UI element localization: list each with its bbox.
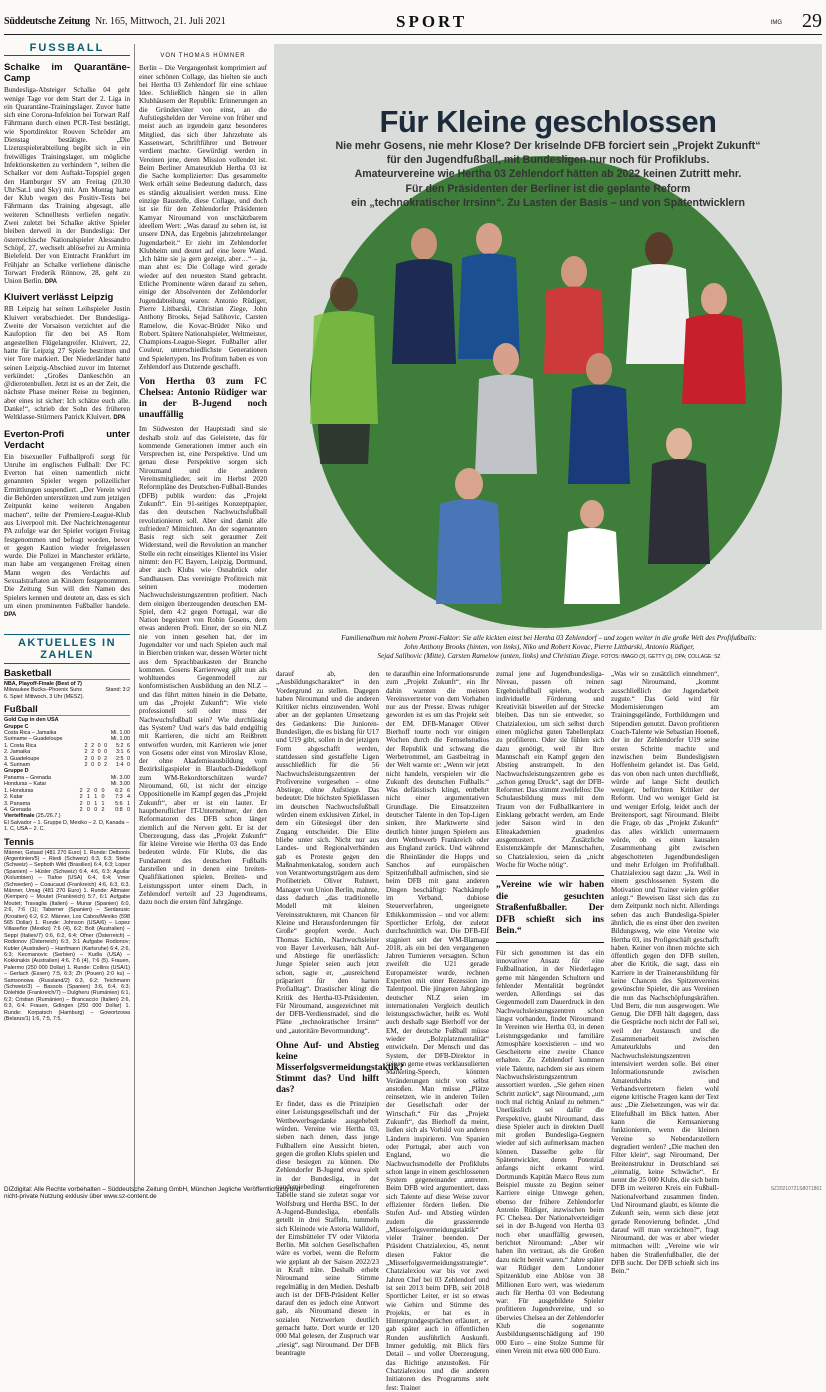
article-column-1 bbox=[139, 52, 267, 1190]
section-title: SPORT bbox=[396, 12, 468, 31]
table-row: 1. Costa Rica 2 2 0 0 5:2 6 bbox=[4, 742, 130, 749]
byline: VON THOMAS HÜMNER bbox=[160, 53, 246, 59]
table-row: 2. Katar 2 1 1 0 7:3 4 bbox=[4, 794, 130, 801]
hero-collage bbox=[274, 44, 822, 630]
group-label: Gruppe D bbox=[4, 768, 29, 775]
group-c-table bbox=[4, 743, 130, 769]
group-d-table bbox=[4, 788, 130, 814]
table-row: Honduras – Katar Mi. 3.00 bbox=[4, 781, 130, 788]
pull-quote: „Vereine wie wir haben die gesuchten Straßenfußballer. Der DFB schießt sich ins Bein.“ bbox=[496, 875, 604, 943]
table-row: Panama – Grenada Mi. 3.00 bbox=[4, 774, 130, 781]
competition-label: NBA, Playoff-Finale (Best of 7) bbox=[4, 681, 82, 687]
quarterfinal-info: Viertelfinale (25./26.7.) El Salvador – 1. Gruppe D, Mexiko – 2. D, Kanada – 1. C, USA – 2. C. bbox=[4, 813, 129, 833]
sport-heading: Fußball bbox=[4, 704, 130, 716]
brief-title: Everton-Profi unter Verdacht bbox=[4, 428, 130, 451]
table-row: Costa Rica – Jamaika Mi. 1.00 bbox=[4, 730, 130, 737]
tennis-results: Männer, Gstaad (481 270 Euro) 1. Runde: Delbonis (Argentinien/5) – Riedi (Schweiz) 6:3, 6:3; Stebe (Schweiz) – Sepboth Wild (Brasilien) 6:4, 6:3; Lopez (Spanien) – Hüsler (Schweiz) 6:4, 4:6, 6:3; Aguilar (Kolumbien) – Tiafoe (USA) 6:4, 6:4; Vmer (Schweden) – Coaucaud (Frankreich) 4:6, 6:3, 6:3. Männer, Umag (481 270 Euro) 1. Runde: Altmaier (Kempen) – Moutet (Frankreich) 5:7, 6:1 Aufgabe Moutet; Travaglia (Italien) – Munar (Spanien) 6:0, 2:6, 7:6 (1); Taberner (Spanien) – Serdarusic (Kroatien) 6:2, 6:2. Männer, Los Cabos/Mexiko (598 565 Dollar) 1. Runde: Johnson (USA/6) – Lopez Villaseñor (Mexiko) 7:6 (4), 6:2; Bolt (Australien) – Seppi (Italien/7) 0:6, 6:2, 6:4; Ofner (Österreich) – Rodionov (Österreich) 6:3, 3:1 Aufgabe Rodionov; Kubler (Australien) – Hanfmann (Karlsruhe) 6:4, 2:6, 6:3; Kecmanovic (Serbien) – Kudla (USA) – Kokkinakis (Australien) 4:6, 7:6 (4), 7:6 (5). Frauen, Palermo (250 000 Dollar) 1. Runde: Collins (USA/1) – Gerlach (Essen) 7:5, 6:3; Zh (Pouen) 2:0 ku) – Samsonowa (Russland/2) 6:3, 6:2; Teichmann (Schweiz/3) – Bassols (Spanien) 3:6, 6:4, 6:3; Dolehide (Frankreich/7) – Dulgheru (Rumänien) 6:1, 6:2; Cristian (Rumänien) – Brancaccio (Italien) 2:6, 6:3, 6:4. Frauen, Gdingen (250 000 Dollar) 1. Runde: Korpatsch (Hamburg) – Gowortzowa (Belarus/1) 1:6, 7:5, 7:5. bbox=[4, 849, 130, 1023]
footer-rights: DIZdigital: Alle Rechte vorbehalten – Süddeutsche Zeitung GmbH, München Jegliche Veröffentlichung und nicht-private Nutzung exklusiv über www.sz-content.de bbox=[4, 1186, 301, 1200]
next-game: 6. Spiel: Mittwoch, 3 Uhr (MESZ). bbox=[4, 693, 84, 700]
paper-name: Süddeutsche Zeitung Nr. 165, Mittwoch, 21. Juli 2021 bbox=[4, 16, 226, 27]
deck: Nie mehr Gosens, nie mehr Klose? Der kriselnde DFB forciert sein „Projekt Zukunft“ für den Jugendfußball, mit Bundesligen nur noch für Profiklubs. Amateurvereine wie Hertha 03 Zehlendorf hätten ab 2022 keinen Zutritt mehr. Für den Präsidenten der Berliner ist die geplante Reform ein „technokratischer Irrsinn“. Zu Lasten der Basis – und von Spätentwicklern bbox=[335, 140, 761, 209]
fussball-kicker: FUSSBALL bbox=[4, 44, 130, 56]
brief-title: Schalke im Quarantäne-Camp bbox=[4, 62, 130, 85]
table-row: 3. Guadeloupe 2 0 0 2 2:5 0 bbox=[4, 755, 130, 762]
brief-body: Bundesliga-Absteiger Schalke 04 geht wenige Tage vor dem Start der 2. Liga in ein Quarantäne-Trainingslager. Zuvor hatte sich eine Corona-Infektion bei Torwart Ralf Fährmann durch einen PCR-Test bestätigt, wie Sportdirektor Rouven Schröder am Dienstag bestätigte. „Die Lizenzspielerabteilung begibt sich in ein freiwilliges Trainingslager, um mögliche Infektionsketten zu verhindern “, teilten die Schalker vor dem Auftakt-Topspiel gegen den Hamburger SV am Freitag (20.30 Uhr/Sat.1 und Sky) mit. Am Montag hatte der Klub wegen des Positiv-Tests bei Fährmann das Training abgesagt, alle weiteren Schnelltests verliefen negativ. Zwei zuletzt bei Schalke aktive Spieler bleiben derweil in der Bundesliga: Der österreichische Nationalspieler Alessandro Schöpf, 27, wechselt ablösefrei zu Arminia Bielefeld. Der von Eintracht Frankfurt im Frühjahr an Schalke verliehene dänische Torwart Frederik Rönnow, 28, geht zu Union Berlin. DPA bbox=[4, 86, 130, 286]
group-d-results bbox=[4, 775, 130, 788]
table-row: 1. Honduras 2 2 0 0 6:2 6 bbox=[4, 787, 130, 794]
article-text: „Was wir so zusätzlich einnehmen“, sagt Niroumand, „kommt ausschließlich der Jugendarbeit zugute.“ Das Geld wird für Modernisierungen am Trainingsgelände, Fortbildungen und Stipendien genutzt. Davon profitieren Coach-Talente wie Sebastian Hoeneß, der in der Zehlendorfer U19 seine ersten Schritte machte und inzwischen beim Bundesligisten Hoffenheim gelandet ist. Das Geld, das von oben nach unten durchfließt, würde auf lange Sicht deutlich weniger, befürchten Kritiker der Reform. Und wo weniger Geld ist und weniger Erfolg, leidet auch der Breitensport, sagt Niroumand. Bleibt die Frage, ob das „Projekt Zukunft“ das alles wirklich untermauern würde, ob es einen kausalen Zusammenhang gibt zwischen abgeschotteten Jugendbundesligen und mehr Erfolgen im Profifußball. Chatzialexiou sagt dazu: „Ja. Weil in einem geschlossenen System die Motivation und Trainer vielen größer anlegt.“ Beweisen lässt sich das zu dem Zeitpunkt noch nicht. Allerdings sehen das auch Bundesliga-Spieler ähnlich, die es einst über den zweiten Bildungsweg, wie eine Vereine wie Hertha 03, ins Profigeschäft geschafft haben. Keiner von ihnen möchte sich öffentlich gegen den DFB stellen, aber die Kritik, die sagt, dass ein Karriere in der Trainerausbildung für keine Chancen des Spitzenvereins gewünschte Spieler, die aus Vereinen die nun das Nachschöpfungskräften. Und Bern, die nun ausgewogen. Wie Genug. Die DFB hält dagegen, dass die Gespräche noch nicht der Fall sei, weil der Austausch und die Zusammenarbeit zwischen Amateurklubs und den Nachwuchsleistungszentren intensiviert werden solle. Bei einer Informationsrunde zwischen Amateurklubs und Verbandsvertretern fielen wohl eigene kritische Fragen kann der Text aus: „Die Zielsetzungen, was wir da: Elitefußball im Blick hatten. Aber kann die Kernsanierung funktionieren, wenn die kleinen Vereine so Nebendarstellern degradiert werden? „Die machen den Filter klein“, sagt Niroumand, Der Breitenstruktur in Deutschland sei „einmalig, keine Schwäche“. Er nennt die 25 000 Klubs, die sich beim DFB im weiteren Kreis ein Fußball-Nationalverband zusammen finden. Und Niroumand glaubt, es könnte die Zukunft sein, wenn sich diese jetzt gerade Renovierung befindet. „Und darauf will man verzichten?“, fragt Niroumand, der was er aber wieder mitmachen will: „Vereine wie wir haben die Straßenfußballer, die der DFB sucht. Der DFB schießt sich ins Bein.“ bbox=[611, 670, 719, 1276]
results-kicker: AKTUELLES IN ZAHLEN bbox=[4, 634, 130, 664]
section-tag: IMG bbox=[770, 20, 782, 26]
subheading: Ohne Auf- und Abstieg keine Misserfolgsvermeidungstaktik? Stimmt das? Und hilft das? bbox=[276, 1041, 404, 1096]
group-c-results bbox=[4, 730, 130, 743]
subheading: Von Hertha 03 zum FC Chelsea: Antonio Rüdiger war in der B-Jugend noch unauffällig bbox=[139, 377, 267, 421]
page-number: 29 bbox=[802, 10, 822, 32]
article-text: Für sich genommen ist das ein innovativer Ansatz für eine Fußballnation, in der Niederlagen gerne mit hängenden Schultern und fehlender Mentalität begründet werden. Allerdings sei das Gegenmodell zum Dauerdruck in den Nachwuchsleistungszentren schon längst vorhanden, findet Niroumand: In Vereinen wie Hertha 03, in denen Leistungsgedanke und familiäre Atmosphäre koexistieren – und wo Gescheiterte eine zweite Chance erhalten. Zu Zehlendorf kommen viele Talente, nachdem sie aus einem Nachwuchsleistungszentrum aussortiert wurden. „Sie gehen einen Schritt zurück“, sagt Niroumand, „um noch mal richtig Anlauf zu nehmen.“ Unerlässlich sei dafür die Perspektive, glaubt Niroumand, dass diese Spieler auch in direkten Duell mit großen Bundesliga-Gegnern wieder auf sich aufmerksam machen können. Dasselbe gelte für Spätentwickler, deren Potenzial anfangs nicht erkannt wird. Dortmunds Kapitän Marco Reus zum Beispiel musste zu Beginn seiner Karriere einige Umwege gehen, ebenso der frühere Zehlendorfer Antonio Rüdiger, inzwischen beim FC Chelsea. Der Nationalverteidiger sei in der B-Jugend von Hertha 03 noch eher unauffällig gewesen, berichtet Niroumand: „Aber wir haben ihn vertraut, als die Großen dazu nicht bereit waren.“ Jahre später war Rüdiger dem Londoner Spitzenklub eine Ablöse von 38 Millionen Euro wert, was wiederum auch für Hertha 03 von Bedeutung war: Für ausgebildete Spieler profitieren Jugendvereine, und so überwies Chelsea an der Zehlendorfer Klub die sogenannte Ausbildungsentschädigung auf 190 000 Euro – eine Stolze Summe für einen Verein mit etwa 600 000 Euro. bbox=[496, 948, 604, 1355]
article-text: Im Südwesten der Hauptstadt sind sie deshalb stolz auf das Geleistete, das für kommende Generationen immer auch ein Versprechen ist, eine Perspektive. Und um genau diese Perspektive sorgen sich Niroumand und die anderen Vereinsmitglieder, seit im Herbst 2020 Reformpläne des Deutschen-Fußball-Bundes (DFB) publik wurden: das „Projekt Zukunft“. Ein 91-seitiges Konzeptpapier, das den deutschen Nachwuchsfußball revolutionieren soll. Aber sind damit alle zufrieden? Mitnichten. An der sogenannten Basis regt sich seit geraumer Zeit Widerstand, weil die Revolution an mancher Stelle ein recht einseitiges Klientel ins Visier nimmt: den FC Bayern, Leipzig, Dortmund, aber auch Klubs wie Osnabrück oder Sandhausen. Das vereinigte Profitreich mit seinen modernen Nachwuchsleistungszentren profitiert. Nach dem einigen überzeugenden deutschen EM-Spiel, dem 4:2 gegen Portugal, war die Nation begeistert von Robin Gosens, dem etwas anderen Profi. Einer, der so ein NLZ nie von innen gesehen hat, der im Jugendalter vor und nach Spielen auch mal in Bierchen trinken war, dessen Wörter nicht aus dem Sprachbaukasten der Branche kommen. Gosens Karriereweg gilt nun als wohltuendes Gegenmodell zur konformistischen Ausbildung an den NLZ – und das führt mitten hinein in die Debatte, um das „Projekt Zukunft“: Wie viele professionell soll oder muss der Nachwuchsfußball sein? Wie durchlässig das System? Und war's das bald endgültig mit Karrieren, die nicht am Reißbrett entworfen wurden, mit Karrieren wie jener von Gosens oder einst von Miroslav Klose, der ohne Akademieausbildung vom Bezirksligaspieler in Blaubach-Diedelkopf zum WM-Rekordtorschützen wurde? Niroumand, 60, ist nicht der einzige Oppositionelle im Kampf gegen das „Projekt Zukunft“, aber er ist ein lauter. Er hauptberuflicher IT-Unternehmer, der den Reformatoren des DFB schon länger ziemlich auf die Nerven geht. Er ist der Überzeugung, dass das „Projekt Zukunft“ für kleine Vereine wie Hertha 03 das Ende bedeuten würde. Für Klubs, die das Fundament des deutschen Fußballs darstellen und in denen eine breiten-Qualifikationen spielen. Breiten- und Leistungssport unter einem Dach, in Zehlendorf verteilt auf 23 Jugendteams, dazu noch die ersten fünf Jahrgänge. bbox=[139, 425, 267, 907]
brief-body: Ein bisexueller Fußballprofi sorgt für Unruhe im englischen Fußball: Der FC Everton hat einen namentlich nicht genannten Spieler wegen polizeilicher Ermittlungen suspendiert. „Der Verein wird die Behörden unterstützen und zum jetzigen Zeitpunkt keine weiteren Angaben machen“, teilte der Premiere-League-Klub aus Liverpool mit. Der Nachrichtenagentur PA zufolge war der Spieler vorigen Freitag festgenommen und befragt worden, bevor er gegen Kaution wieder freigelassen wurde. Die Polizei in Manchester erklärte, man habe am vergangenen Freitag einen Mann wegen des Verdachts auf Sexualstraftaten an Kindern festgenommen. Die Zeitung Sun will den Namen des Spielers kennen und deutete an, dass es sich um einen prominenten Fußballer handele. DPA bbox=[4, 452, 130, 619]
article-column-2 bbox=[276, 670, 404, 1357]
basketball-table: Milwaukee Bucks–Phoenix Suns Stand: 3:2 bbox=[4, 687, 130, 694]
article-text: zumal jene auf Jugendbundesliga-Niveau, passen oft reinen Ergebnisfußball spielen, wodurch individuelle Förderung und Kreativität bisweilen auf der Strecke bleiben. Das tun sie entweder, so Chatzialexiou, um sich selbst durch einen möglichst guten Tabellenplatz zu profilieren. Oder sie fühlen sich dazu genötigt, weil ihr Ihre Mannschaft ein Kampf gegen den Abstieg anstrampelt. In den Nachwuchsleistungszentren gebe es „schon genug Druck“, sagt der DFB-Reformer. Das stimmt zweifellos: Die Schulausbildung muss mit dem Traum von der Fußballkarriere in Einklang gebracht werden, am Ende jeder Saison wird in den Eliteakademien gnadenlos ausgemustert. Zusätzliche Existenzkämpfe der Mannschaften, so Chatzialexiou, seien da „nicht Woche für Woche nötig“. bbox=[496, 670, 604, 869]
table-row: 4. Surinam 2 0 0 2 1:4 0 bbox=[4, 762, 130, 769]
competition-label: Gold Cup in den USA bbox=[4, 717, 59, 724]
brief-title: Kluivert verlässt Leipzig bbox=[4, 292, 114, 304]
archive-watermark: SZ20210721S8071861 bbox=[770, 1186, 822, 1192]
article-text: Er findet, dass es die Prinzipien einer Leistungsgesellschaft und der Wettbewerbsgedanke ausgehebelt würden. Vereine wie Hertha 03, sieben nach denen, dass junge Fußballern eine Aussicht bieten, gegen die großen Klubs spielen und diese besiegen zu können. Die Zehlendorfer B-Jugend etwa spielt in der Bundesliga, in der pandemiebedingt eingefrorenen Tabelle stand sie zuletzt sogar vor Wolfsburg und Hertha BSC. In der A-Jugend-Bundesliga, ebenfalls getellt in drei Staffeln, tummeln sich Kleinode wie Astoria Walldorf, der Eimsbütteler TV oder Viktoria Berlin. Mit solchen Gesellschaften wäre es vorbei, wenn die Reform wie geplant ab der Saison 2022/23 in Kraft träte. Deshalb erhebt Niroumand seine Stimme regelmäßig in den Medien. Deshalb auch ist der DFB-Präsident Keller darauf den es jedoch eine Antwort gab, als Niroumand diesen in sozialen Netzwerken deutlich gemacht hatte. Dort wurde er 120 000 Mal gelesen, der Zuspruch war „riesig“, sagt Niroumand. Der DFB beantragte bbox=[276, 1100, 379, 1357]
group-label: Gruppe C bbox=[4, 723, 29, 730]
article-text: te daraufhin eine Informationsrunde zum „Projekt Zukunft“, ein Ihr dahin warnten die meisten Vereinsvertreter von dem Vorhaben nur aus der Presse. Etwas ruhiger geworden ist es um das Projekt seit der EM. DFB-Manager Oliver Bierhoff tourte noch vor einigen Wochen durch die Fernsehstudios der Republik und schwang die Werbetrommel, am Gastbeitrag in der Welt warnte er: „Wenn wir jetzt nicht handeln, verspielen wir die Zukunft des deutschen Fußballs.“ Was defätistisch klingt, entbehrt nicht einer argumentativen Grundlage. Die Einsatzzeiten deutscher Talente in den Top-Ligen sinken, ihre Marktwerte sind deutlich hinter jungen Spielern aus dem Wettbewerb Frankreich oder aus England zurück. Und während die Rheinländer die Hopps und Sanchos auf europäischen Spitzenfußball aufmischen, sind sie beim DFB mit ganz anderen Dingen beschäftigt: Nachkämpfe im Verband, dubiose Steuerverfahren, ungeeignete Ethikkommission – und vor allem: Sportlicher Erfolg, der zuletzt durchschnittlich war. Die DFB-Elf stagniert seit der WM-Blamage 2018, als ein bei den vergangenen Jahren Turnieren versagten. Schon zweifelt die U21 gerade Europameister wurde, rechnen Experten mit einer Rezession im Talentpool. Die jüngeren Jahrgänge deutscher NLZ seien im internationalen Vergleich deutlich leistungsschwächer, heißt es. Wohl auch deshalb sage Bierhoff vor der EM, der deutsche Fußball müsse wieder „Bolzplatzmentalität“ entwickeln. Der Mensch und das System, der DFB-Direktor in seinem gerne etwas verklausulierten Marketing-Speech, könnten Veränderungen nicht von selbst anstoßen. Man müsse „Plätze reinsetzen, wie in anderen Teilen der Gesellschaft oder der Wirtschaft.“ Für das „Projekt Zukunft“, das Bierhoff da meint, ließen sich als Vorbild von anderen Ländern inspirieren. Von Spanien oder Portugal, aber auch von England, wo die Nachwuchsmodelle der Profiklubs schon lange in einem geschlossenen System gegeneinander antreten. Beim DFB wird argumentiert, dass sich Talente auf diese Weise zuvor effizienter fördern ließen. Die Stufen Auf- und Abstieg würden zudem die grassierende „Misserfolgsvermeidungstaktik“ vieler Trainer beenden. Der Präsident Chatzialexiou, 45, nennt diesen Faktor die „Misserfolgsvermeidungsstrategie“. Chatzialexiou war bis vor zwei Jahren Chef bei 03 Zehlendorf und ist seit 2013 beim DFB, seit 2018 Sportlicher Leiter, er ist so etwas wie Gehirn und Stimme des Projekts, er hat es in Hintergrundgesprächen erläutert, er gab später auch in öffentlichen Runden ausführlich Auskunft. Immer geduldig, mit Blick fürs Detail – und voller Überzeugung, das Richtige anzustoßen. Für Chatzialexiou und die anderen Initiatoren des Programms steht fest: Trainer bbox=[386, 670, 490, 1392]
briefs-column bbox=[4, 44, 130, 622]
column-divider bbox=[134, 44, 135, 1192]
article-column-4 bbox=[496, 670, 604, 1355]
table-row: 2. Jamaika 2 2 0 0 3:1 6 bbox=[4, 749, 130, 756]
results-box bbox=[4, 634, 130, 1186]
masthead bbox=[4, 12, 822, 35]
sport-heading: Tennis bbox=[4, 837, 130, 849]
table-row: Suriname – Guadeloupe Mi. 1.00 bbox=[4, 736, 130, 743]
brief-body: RB Leipzig hat seinen Leihspieler Justin Kluivert verabschiedet. Der Bundesliga-Zweite der Vorsaison verzichtet auf die Kaufoption für den bei AS Rom angestellten Flügelangreifer. Kluivert, 22, hatte für Leipzig 27 Spiele bestritten und vier Tore markiert. Der Niederländer hatte seinen Leipzig-Abschied zuvor im Internet verkündet: „Großes Dankeschön an @dierotenbullen. Jetzt ist es an der Zeit, die nächste Phase meiner Reise zu beginnen, aber eines ist sicher: Ich schätze euch alle. Danke!“, schrieb der Sohn des früheren Weltklasse-Stürmers Patrick Kluivert. DPA bbox=[4, 305, 130, 422]
headline: Für Kleine geschlossen bbox=[379, 104, 717, 139]
table-row: 3. Panama 2 0 1 1 5:6 1 bbox=[4, 800, 130, 807]
photo-caption: Familienalbum mit hohem Promi-Faktor: Sie alle kickten einst bei Hertha 03 Zehlendorf – und zogen weiter in die große Welt des Profifußballs: John Anthony Brooks (hinten, von links), Niko und Robert Kovac, Pierre Littbarski, Antonio Rüdiger, Sejad Salihovic (Mitte), Carsten Ramelow (unten, links) und Christian Ziege. FOTOS: IMAGO (3), GETTY (3), DPA; COLLAGE: SZ bbox=[341, 634, 757, 660]
article-text: Berlin – Die Vergangenheit komprimiert auf einer schönen Collage, das hielten sie auch bei Hertha 03 Zehlendorf für eine schlaue Idee. Schließlich hängen sie in allen Klubhäusern der Republik: Erinnerungen an die Gründerväter von einst, an die Aufstiegshelden der Vereine von früher und meist auch an irgendein ganz besonderes Mitglied, das sich über Jahrzehnte als Kassenwart, Schriftführer und Betreuer verdient machte. Gewürdigt werden in Vereinen jene, deren Mission vollendet ist. Beim Berliner Amateurklub Hertha 03 ist die Sache komplizierter: Das gesammelte Werk erhält seine Bedeutung dadurch, dass es ständig aktualisiert werden muss. Eine einzige Baustelle, diese Collage, und doch ist sie für den Zehlendorfer Präsidenten Kamyar Niroumand von unschätzbarem ideellem Wert: „Was darauf zu sehen ist, ist unsere DNA, das Ergebnis jahrzehntelanger Jugendarbeit.“ Er zieht im Zehlendorfer Klubheim und deutet auf eine leere Wand. „Ich hätte sie ja gern gezeigt, aber…“ – ja, man ahnt es: Die Collage wird gerade wieder auf den neuesten Stand gebracht. Etliche Prominente wären darauf zu sehen, einige der Absolventen der Zehlendorfer Jugendabteilung waren: Antonio Rüdiger, Pierre Littbarski, Christian Ziege, John Anthony Brooks, Sejad Salihovic, Carsten Ramelow, die Kovac-Brüder Niko und Robert. Spätere Nationalspieler, Weltmeister, Champions-League-Sieger. Fußballer aller Couleur, unterschiedlichste Generationen und Spielertypen. Ins Profitum haben es von Zehlendorf aus Dutzende geschafft. bbox=[139, 64, 267, 371]
article-text: darauf ab, den „Ausbildungscharakter“ in den Vordergrund zu stellen. Dagegen haben Niroumand und die anderen Kritiker nichts einzuwenden. Wohl aber an der geplanten Umsetzung des Gedankens: Die Junioren-Bundesligen, die es bislang für U17 und U19 gibt, sollen in der jetzigen Form abgeschafft werden, stattdessen sind gestaffelte Ligen ausschließlich für die 56 Nachwuchsleistungszentren der Profivereine vorgesehen – ohne Abstiege, ohne Aufstiege. Das bedeutet: Die höchsten Spielklassen im deutschen Nachwuchsfußball würden einem exklusiven Zirkel, in dem ein Gütesiegel über den Zugang entscheidet. Die Elite bliebe unter sich. Nicht nur aus Landes- und Regionalverbänden gab es Proteste gegen den Maßnahmenkatalog, sondern auch von Verantwortungsträgern aus dem Profibetrieb. Oliver Ruhnert, Manager von Union Berlin, mahnte, dass dadurch „das traditionelle Modell mit kleinen Vereinsstrukturen, mit Chancen für Kleine und Herausforderungen für Große“ geopfert werde. Auch Thomas Eichin, Nachwuchsleiter von Bayer Leverkusen, hält Auf- und Abstiege für unerlässlich: Junge Spieler seien auch jetzt schon, sagte er, „ausreichend präpariert für den harten Profialltag“. Drastischer klingt die Kritik des Hertha-03-Präsidenten. Für Niroumand, ausgezeichnet mit der DFB-Verdienstnadel, sind die Pläne „technokratischer Irrsinn“ und „autoritäre Bevormundung“. bbox=[276, 670, 379, 1035]
sport-heading: Basketball bbox=[4, 668, 130, 680]
table-row: 4. Grenada 2 0 0 2 0:8 0 bbox=[4, 806, 130, 813]
article-column-3 bbox=[386, 670, 490, 1392]
article-column-5 bbox=[611, 670, 719, 1276]
photo-credit: FOTOS: IMAGO (3), GETTY (3), DPA; COLLAGE: SZ bbox=[601, 653, 721, 660]
